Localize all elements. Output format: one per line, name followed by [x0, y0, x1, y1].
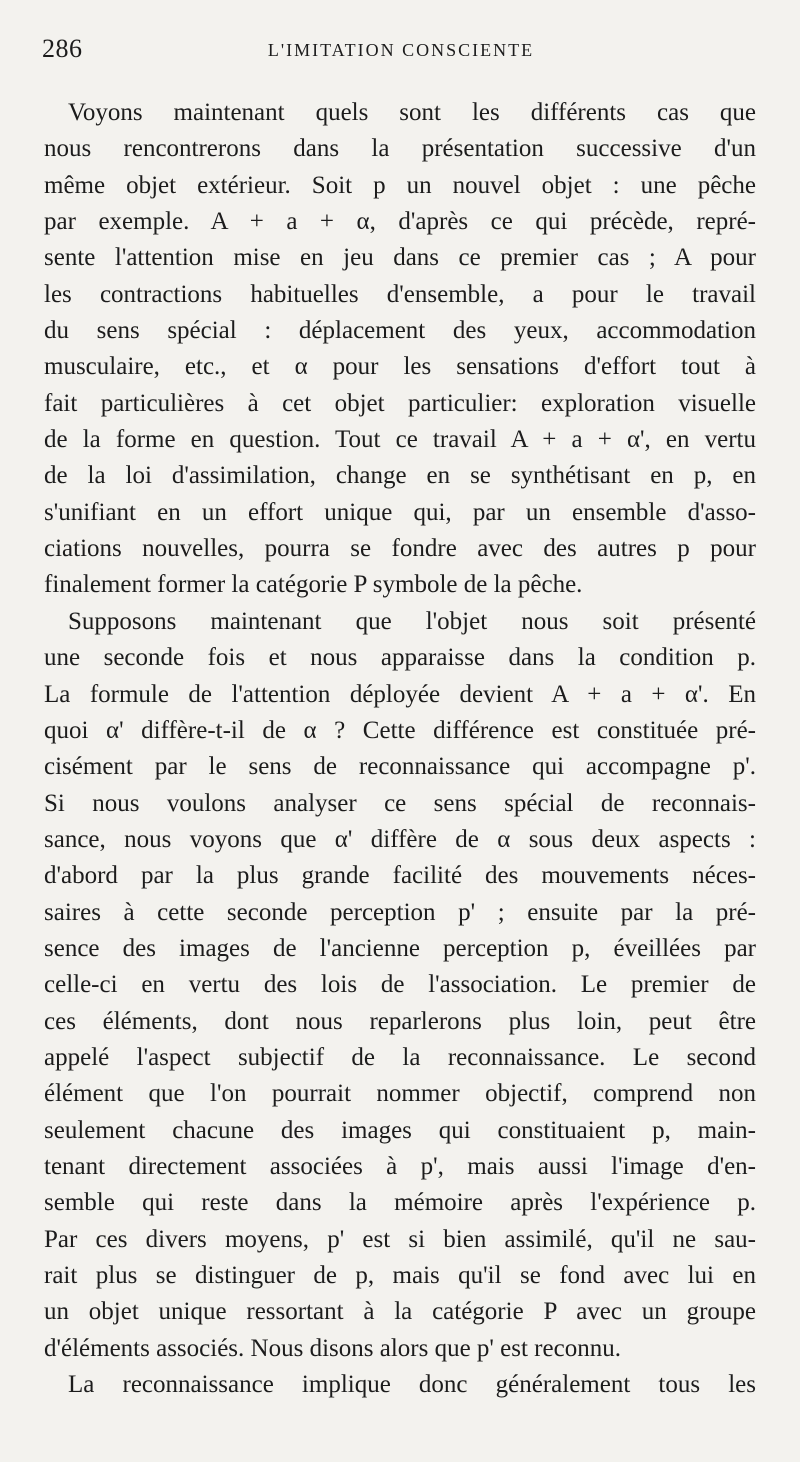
body-text [44, 95, 756, 1403]
text-line: La reconnaissance implique donc généralement tous les [68, 1371, 756, 1399]
text-line: semble qui reste dans la mémoire après l'expérience p. [44, 1189, 756, 1217]
text-line: du sens spécial : déplacement des yeux, accommodation [44, 317, 756, 345]
text-line: La formule de l'attention déployée devient A + a + α'. En [44, 680, 756, 708]
text-line: ces éléments, dont nous reparlerons plus loin, peut être [44, 1007, 756, 1035]
text-line: par exemple. A + a + α, d'après ce qui précède, repré- [44, 208, 756, 236]
text-line: une seconde fois et nous apparaisse dans la condition p. [44, 644, 756, 672]
text-line: nous rencontrerons dans la présentation successive d'un [44, 135, 756, 163]
text-line: Si nous voulons analyser ce sens spécial de reconnais- [44, 789, 756, 817]
text-line: cisément par le sens de reconnaissance qui accompagne p'. [44, 753, 756, 781]
text-line: appelé l'aspect subjectif de la reconnaissance. Le second [44, 1043, 756, 1071]
text-line: d'abord par la plus grande facilité des mouvements néces- [44, 862, 756, 890]
text-line: seulement chacune des images qui constituaient p, main- [44, 1116, 756, 1144]
text-line: un objet unique ressortant à la catégorie P avec un groupe [44, 1298, 756, 1326]
text-line: Voyons maintenant quels sont les différents cas que [68, 99, 756, 126]
text-line: rait plus se distinguer de p, mais qu'il se fond avec lui en [44, 1262, 756, 1289]
text-line: celle-ci en vertu des lois de l'association. Le premier de [44, 971, 756, 999]
text-line: quoi α' diffère-t-il de α ? Cette différence est constituée pré- [44, 716, 756, 744]
text-line: les contractions habituelles d'ensemble, a pour le travail [44, 280, 756, 308]
text-line: sance, nous voyons que α' diffère de α sous deux aspects : [44, 825, 756, 853]
text-line: s'unifiant en un effort unique qui, par un ensemble d'asso- [44, 498, 756, 526]
text-line: Par ces divers moyens, p' est si bien assimilé, qu'il ne sau- [44, 1225, 756, 1253]
text-line: sente l'attention mise en jeu dans ce premier cas ; A pour [44, 244, 756, 272]
text-line: élément que l'on pourrait nommer objectif, comprend non [44, 1080, 756, 1108]
text-line: de la loi d'assimilation, change en se synthétisant en p, en [44, 462, 756, 490]
text-line: de la forme en question. Tout ce travail A + a + α', en vertu [44, 426, 756, 454]
text-line: même objet extérieur. Soit p un nouvel objet : une pêche [44, 171, 756, 199]
text-line: d'éléments associés. Nous disons alors que p' est reconnu. [44, 1334, 621, 1362]
text-line: sence des images de l'ancienne perception p, éveillées par [44, 934, 756, 962]
text-line: musculaire, etc., et α pour les sensations d'effort tout à [44, 353, 756, 381]
running-head: L'IMITATION CONSCIENTE [267, 40, 535, 60]
text-line: fait particulières à cet objet particulier: exploration visuelle [44, 389, 756, 417]
text-line: ciations nouvelles, pourra se fondre avec des autres p pour [44, 535, 756, 563]
text-line: finalement former la catégorie P symbole de la pêche. [44, 571, 583, 599]
page-header [42, 34, 760, 74]
page-number: 286 [42, 34, 83, 63]
text-line: tenant directement associées à p', mais aussi l'image d'en- [44, 1152, 756, 1180]
text-line: Supposons maintenant que l'objet nous soit présenté [68, 607, 756, 635]
text-line: saires à cette seconde perception p' ; ensuite par la pré- [44, 898, 756, 926]
